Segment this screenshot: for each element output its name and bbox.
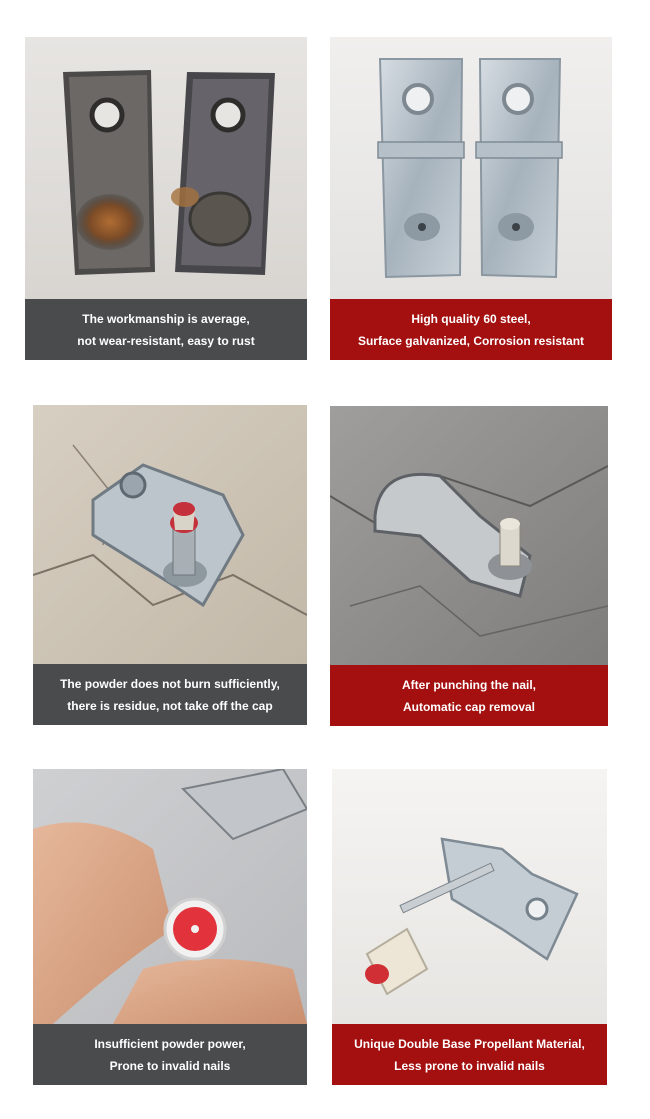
- nail-with-cap-photo: [33, 405, 307, 664]
- caption-line-2: not wear-resistant, easy to rust: [77, 333, 255, 348]
- caption-line-1: Insufficient powder power,: [94, 1036, 246, 1051]
- caption-line-1: After punching the nail,: [402, 677, 536, 692]
- caption-line-1: High quality 60 steel,: [411, 311, 531, 326]
- caption-line-2: there is residue, not take off the cap: [67, 698, 273, 713]
- comparison-panel-row2-left: [33, 405, 307, 725]
- nail-cap-removed-photo: [330, 406, 608, 665]
- comparison-panel-row1-right: [330, 37, 612, 360]
- caption-bad: [33, 664, 307, 725]
- caption-bad: [33, 1024, 307, 1085]
- galvanized-clips-photo: [330, 37, 612, 299]
- caption-line-1: The workmanship is average,: [82, 311, 250, 326]
- caption-line-1: Unique Double Base Propellant Material,: [354, 1036, 585, 1051]
- caption-line-2: Surface galvanized, Corrosion resistant: [357, 333, 585, 348]
- caption-line-2: Prone to invalid nails: [109, 1058, 231, 1073]
- caption-bad: [25, 299, 307, 360]
- caption-good: [330, 299, 612, 360]
- caption-good: [332, 1024, 607, 1085]
- nail-with-clip-photo: [332, 769, 607, 1024]
- comparison-panel-row1-left: [25, 37, 307, 360]
- comparison-panel-row3-right: [332, 769, 607, 1085]
- caption-line-2: Less prone to invalid nails: [394, 1058, 545, 1073]
- finger-holding-nail-photo: [33, 769, 307, 1024]
- caption-good: [330, 665, 608, 726]
- rusty-clips-photo: [25, 37, 307, 299]
- caption-line-2: Automatic cap removal: [402, 699, 536, 714]
- comparison-panel-row3-left: [33, 769, 307, 1085]
- comparison-panel-row2-right: [330, 406, 608, 726]
- caption-line-1: The powder does not burn sufficiently,: [60, 676, 280, 691]
